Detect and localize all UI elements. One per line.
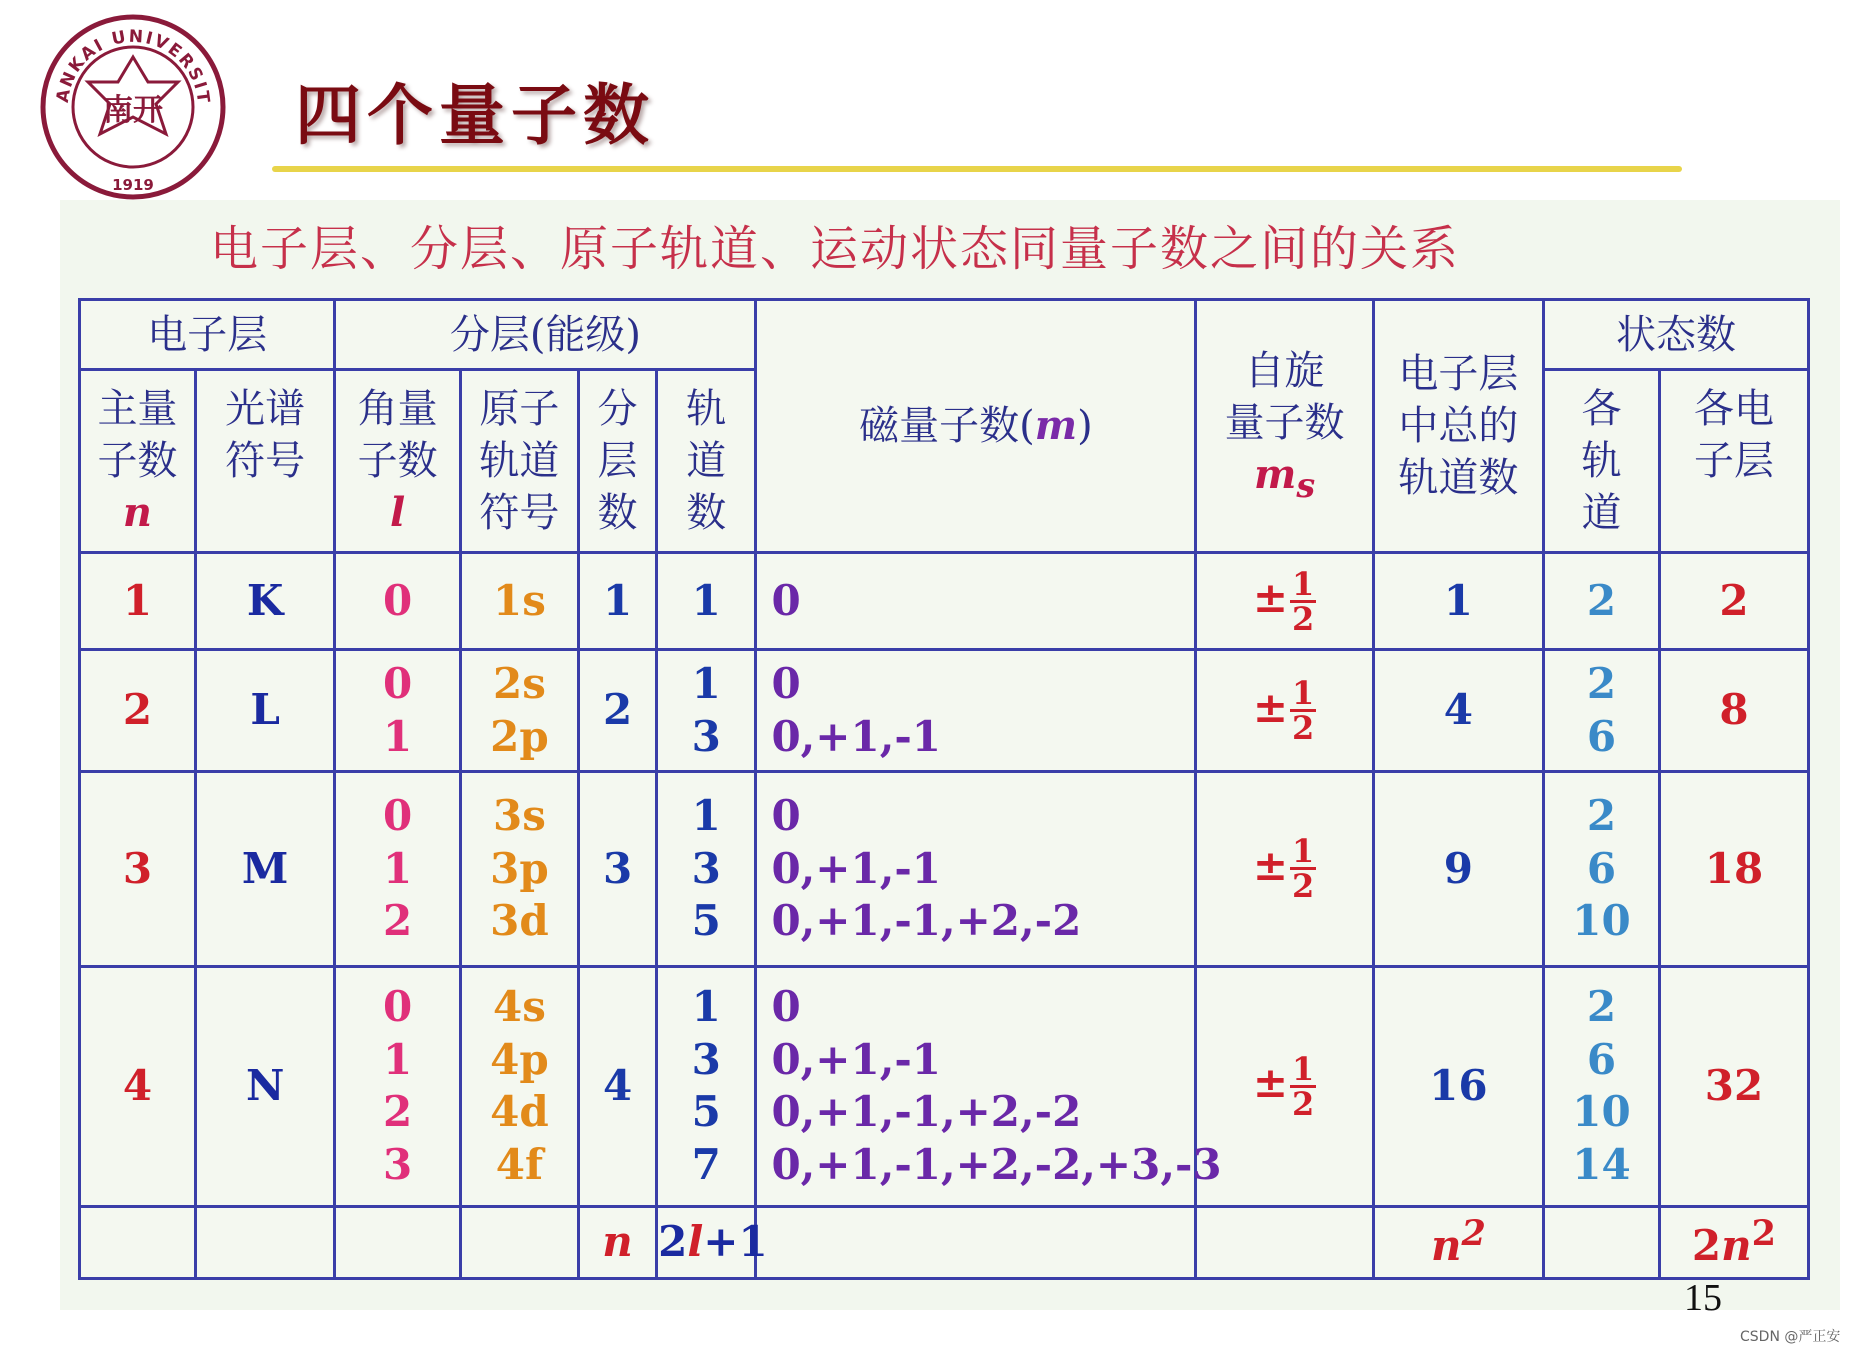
svg-text:1919: 1919 xyxy=(112,176,154,194)
table-row xyxy=(80,772,1809,966)
nankai-seal-icon xyxy=(38,12,228,202)
cell-orbitals-value: 1s xyxy=(492,575,546,625)
cell-per-orbital-value: 14 xyxy=(1572,1139,1631,1189)
cell-n: 2 xyxy=(80,650,196,772)
cell-m-values xyxy=(756,966,1222,1207)
cell-spin xyxy=(1196,772,1373,966)
table-row xyxy=(80,966,1809,1207)
header-subshell-count: 分 层 数 xyxy=(579,370,657,553)
cell-subshell-count: 1 xyxy=(579,553,657,650)
header-shell-group: 电子层 xyxy=(80,300,335,370)
cell-orbital-counts-value: 7 xyxy=(691,1139,721,1189)
header-total-orbitals: 电子层 中总的 轨道数 xyxy=(1373,300,1543,553)
cell-per-orbital-value: 2 xyxy=(1586,659,1617,709)
cell-orbitals-value: 3s xyxy=(492,791,546,841)
formula-subshell-count: n xyxy=(579,1207,657,1279)
spin-value: ± $\frac{1}{2}$ xyxy=(1252,564,1315,638)
formula-total-orbitals: $n^2$ xyxy=(1373,1207,1543,1279)
cell-per-orbital-value: 2 xyxy=(1586,791,1617,841)
cell-per-orbital-value: 10 xyxy=(1572,896,1631,946)
cell-total-orbitals: 1 xyxy=(1373,553,1543,650)
cell-total-orbitals: 4 xyxy=(1373,650,1543,772)
cell-orbital-counts-value: 1 xyxy=(691,982,721,1032)
spin-fraction: $\frac{1}{2}$ xyxy=(1292,1049,1315,1123)
cell-per-orbital-value: 6 xyxy=(1586,843,1617,893)
cell-per-orbital xyxy=(1544,650,1660,772)
cell-subshell-count: 2 xyxy=(579,650,657,772)
cell-l-value: 1 xyxy=(382,711,413,761)
cell-m-values-value: 0 xyxy=(771,659,801,709)
cell-symbol: N xyxy=(195,966,335,1207)
header-magnetic-close: ) xyxy=(1077,403,1093,450)
cell-orbitals-value: 4d xyxy=(490,1087,549,1137)
cell-per-shell: 18 xyxy=(1659,772,1808,966)
cell-total-orbitals: 9 xyxy=(1373,772,1543,966)
cell-l-value: 0 xyxy=(382,659,413,709)
cell-orbitals xyxy=(460,772,578,966)
cell-l-value: 1 xyxy=(382,843,413,893)
cell-symbol: L xyxy=(195,650,335,772)
title-underline xyxy=(272,166,1682,172)
table-row xyxy=(80,650,1809,772)
cell-m-values-value: 0 xyxy=(771,982,801,1032)
cell-l xyxy=(335,772,460,966)
cell-symbol: K xyxy=(195,553,335,650)
cell-n: 3 xyxy=(80,772,196,966)
header-magnetic-label: 磁量子数( xyxy=(859,403,1035,450)
spin-value: ± $\frac{1}{2}$ xyxy=(1252,832,1315,906)
cell-orbital-counts-value: 3 xyxy=(691,1034,721,1084)
header-n: 主量 子数 n xyxy=(80,370,196,553)
header-symbol: 光谱 符号 xyxy=(195,370,335,553)
header-per-orbital: 各 轨 道 xyxy=(1544,370,1660,553)
cell-orbital-counts xyxy=(657,772,756,966)
cell-per-shell: 8 xyxy=(1659,650,1808,772)
cell-orbital-counts xyxy=(657,966,756,1207)
header-magnetic xyxy=(756,300,1196,553)
cell-orbital-counts-value: 5 xyxy=(691,1087,721,1137)
formula-empty xyxy=(195,1207,335,1279)
header-l: 角量 子数 l xyxy=(335,370,460,553)
cell-orbitals-value: 2s xyxy=(492,659,546,709)
cell-orbitals xyxy=(460,553,578,650)
formula-row xyxy=(80,1207,1809,1279)
cell-m-values xyxy=(756,772,1196,966)
cell-symbol: M xyxy=(195,772,335,966)
cell-orbitals-value: 3p xyxy=(490,843,549,893)
cell-m-values xyxy=(756,650,1196,772)
cell-spin xyxy=(1196,553,1373,650)
cell-spin xyxy=(1196,966,1373,1207)
cell-orbitals xyxy=(460,650,578,772)
cell-m-values-value: 0 xyxy=(771,575,801,625)
header-spin-var: $m_s$ xyxy=(1254,450,1316,505)
cell-l-value: 3 xyxy=(382,1139,413,1189)
formula-empty xyxy=(335,1207,460,1279)
cell-l xyxy=(335,966,460,1207)
cell-per-orbital-value: 6 xyxy=(1586,1034,1617,1084)
cell-subshell-count: 4 xyxy=(579,966,657,1207)
cell-l-value: 1 xyxy=(382,1034,413,1084)
cell-orbitals xyxy=(460,966,578,1207)
cell-per-orbital-value: 10 xyxy=(1572,1087,1631,1137)
cell-orbitals-value: 4f xyxy=(495,1139,544,1189)
table-body xyxy=(80,553,1809,1207)
cell-orbital-counts-value: 1 xyxy=(691,659,721,709)
formula-empty xyxy=(460,1207,578,1279)
header-orbital-symbol: 原子 轨道 符号 xyxy=(460,370,578,553)
cell-per-shell: 2 xyxy=(1659,553,1808,650)
quantum-number-table xyxy=(78,298,1810,1280)
cell-orbital-counts-value: 3 xyxy=(691,843,721,893)
table-caption: 电子层、分层、原子轨道、运动状态同量子数之间的关系 xyxy=(210,221,1461,277)
page-number: 15 xyxy=(1684,1277,1722,1319)
header-orbital-count: 轨 道 数 xyxy=(657,370,756,553)
cell-l-value: 2 xyxy=(382,1087,413,1137)
cell-total-orbitals: 16 xyxy=(1373,966,1543,1207)
cell-l xyxy=(335,553,460,650)
formula-empty xyxy=(1544,1207,1660,1279)
cell-l-value: 2 xyxy=(382,896,413,946)
cell-orbital-counts xyxy=(657,650,756,772)
cell-orbitals-value: 3d xyxy=(490,896,549,946)
formula-per-shell: $2n^2$ xyxy=(1659,1207,1808,1279)
spin-value: ± $\frac{1}{2}$ xyxy=(1252,1049,1315,1123)
cell-n: 4 xyxy=(80,966,196,1207)
page-title: 四个量子数 xyxy=(295,77,655,154)
cell-per-orbital xyxy=(1544,966,1660,1207)
cell-m-values-value: 0,+1,-1,+2,-2 xyxy=(771,1087,1082,1137)
cell-orbitals-value: 4p xyxy=(490,1034,549,1084)
cell-m-values-value: 0,+1,-1,+2,-2 xyxy=(771,896,1082,946)
cell-spin xyxy=(1196,650,1373,772)
cell-orbitals-value: 2p xyxy=(490,711,549,761)
header-magnetic-var: m xyxy=(1034,402,1078,450)
cell-orbitals-value: 4s xyxy=(492,982,546,1032)
cell-orbital-counts-value: 3 xyxy=(691,711,721,761)
cell-orbital-counts-value: 5 xyxy=(691,896,721,946)
cell-per-orbital-value: 6 xyxy=(1586,711,1617,761)
cell-l xyxy=(335,650,460,772)
formula-empty xyxy=(756,1207,1196,1279)
watermark: CSDN @严正安 xyxy=(1740,1329,1841,1345)
cell-orbital-counts-value: 1 xyxy=(691,575,721,625)
cell-l-value: 0 xyxy=(382,791,413,841)
cell-subshell-count: 3 xyxy=(579,772,657,966)
header-spin-line: 量子数 xyxy=(1224,399,1345,446)
cell-l-value: 0 xyxy=(382,982,413,1032)
cell-m-values-value: 0,+1,-1 xyxy=(771,711,941,761)
table-row xyxy=(80,553,1809,650)
spin-fraction: $\frac{1}{2}$ xyxy=(1292,832,1315,906)
cell-m-values-value: 0 xyxy=(771,791,801,841)
header-spin xyxy=(1196,300,1373,553)
cell-m-values xyxy=(756,553,1196,650)
header-states-group: 状态数 xyxy=(1544,300,1809,370)
cell-l-value: 0 xyxy=(382,575,413,625)
spin-fraction: $\frac{1}{2}$ xyxy=(1292,674,1315,748)
formula-orbital-count: 2l+1 xyxy=(657,1207,756,1279)
cell-m-values-value: 0,+1,-1,+2,-2,+3,-3 xyxy=(771,1139,1222,1189)
header-spin-line: 自旋 xyxy=(1244,347,1325,394)
university-logo xyxy=(38,12,228,202)
cell-per-orbital-value: 2 xyxy=(1586,575,1617,625)
svg-text:南开: 南开 xyxy=(103,93,163,128)
svg-text:NANKAI UNIVERSITY: ANKAI UNIVERSIT xyxy=(52,26,214,106)
header-per-shell: 各电 子层 xyxy=(1659,370,1808,553)
cell-n: 1 xyxy=(80,553,196,650)
cell-per-shell: 32 xyxy=(1659,966,1808,1207)
formula-empty xyxy=(1196,1207,1373,1279)
header-subshell-group: 分层(能级) xyxy=(335,300,756,370)
cell-m-values-value: 0,+1,-1 xyxy=(771,1034,941,1084)
cell-m-values-value: 0,+1,-1 xyxy=(771,843,941,893)
cell-per-orbital-value: 2 xyxy=(1586,982,1617,1032)
cell-per-orbital xyxy=(1544,772,1660,966)
cell-per-orbital xyxy=(1544,553,1660,650)
formula-empty xyxy=(80,1207,196,1279)
header-row-groups xyxy=(80,300,1809,370)
cell-orbital-counts-value: 1 xyxy=(691,791,721,841)
spin-fraction: $\frac{1}{2}$ xyxy=(1292,564,1315,638)
cell-orbital-counts xyxy=(657,553,756,650)
spin-value: ± $\frac{1}{2}$ xyxy=(1252,674,1315,748)
